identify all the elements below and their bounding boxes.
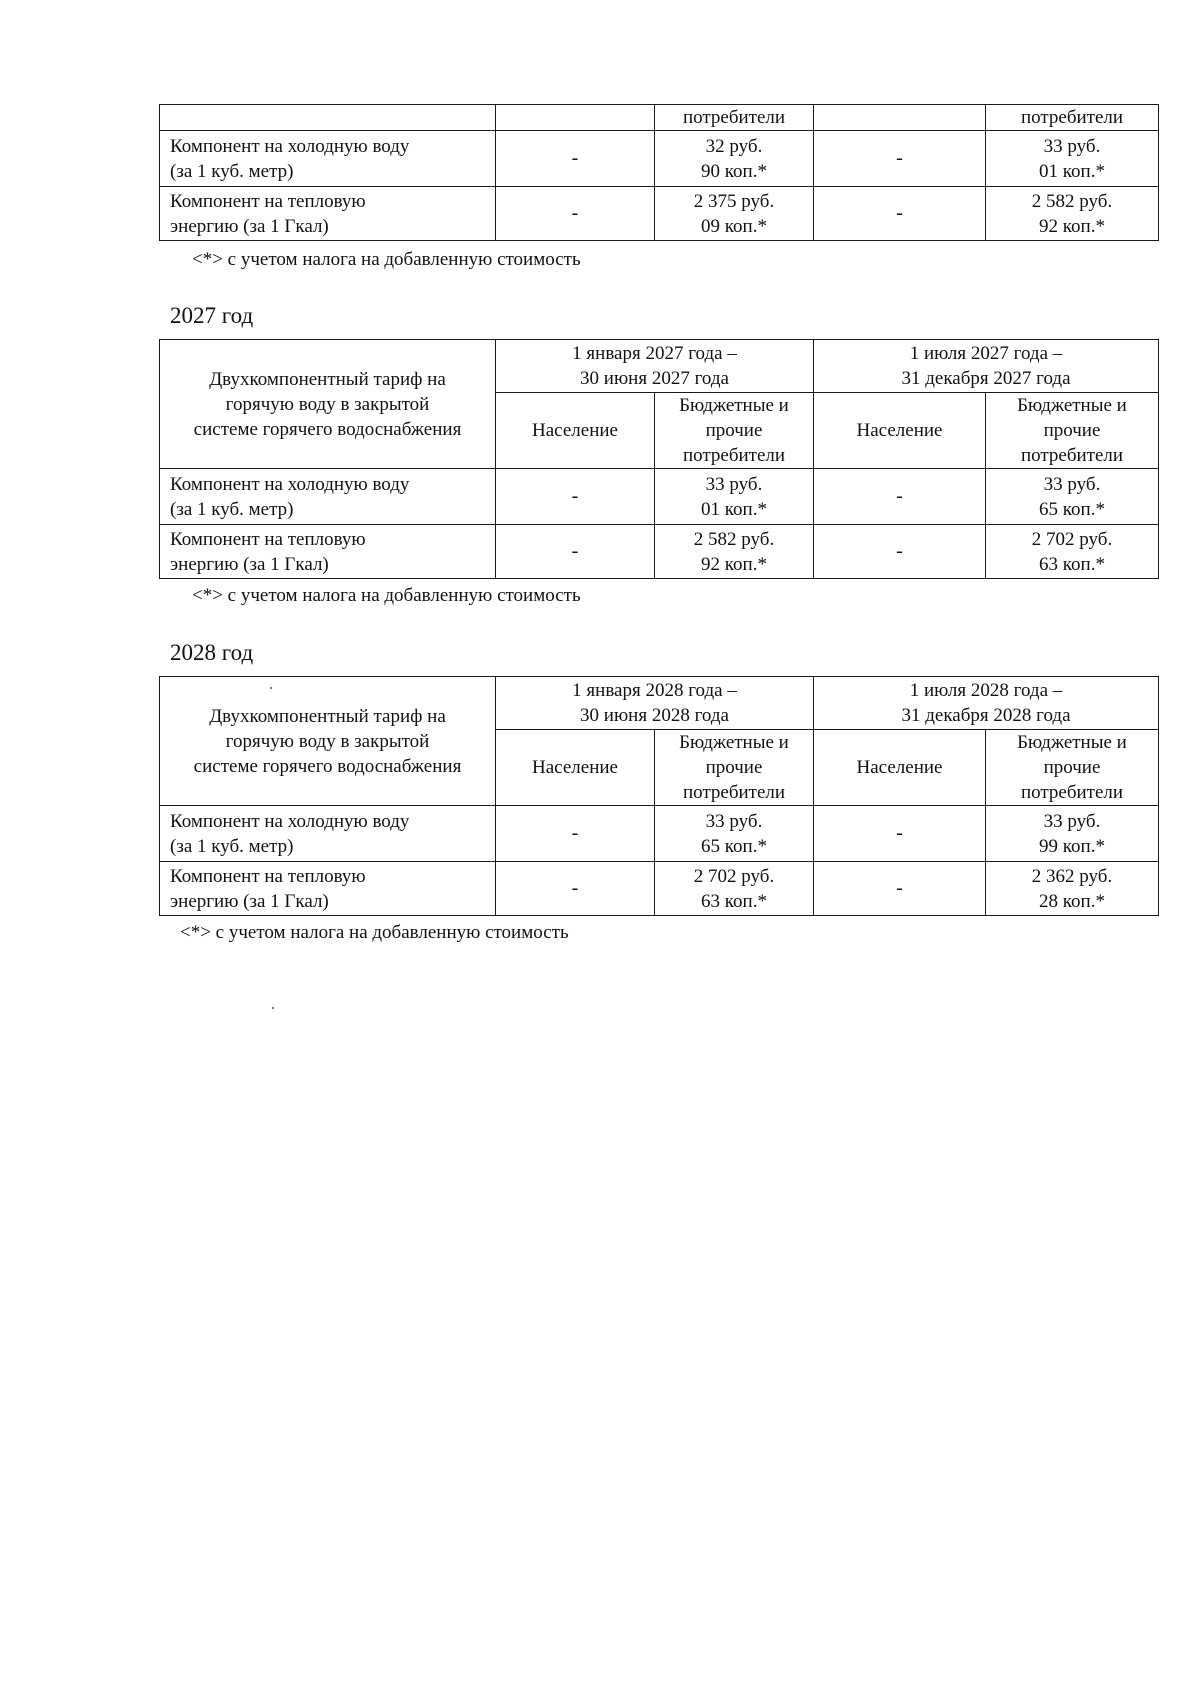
table-cell: -: [496, 525, 655, 579]
scan-speck: [272, 1007, 274, 1009]
column-header: потребители: [986, 105, 1159, 131]
table-cell: -: [814, 525, 986, 579]
table-cell: -: [814, 806, 986, 862]
table-header-row: [160, 340, 1159, 393]
column-header: Население: [814, 393, 986, 469]
table-cell: -: [814, 469, 986, 525]
table-cell: 33 руб. 99 коп.*: [986, 806, 1159, 862]
period-header: 1 января 2028 года – 30 июня 2028 года: [496, 677, 814, 730]
table-cell: -: [496, 862, 655, 916]
table-row: [160, 469, 1159, 525]
table-row: [160, 806, 1159, 862]
table-corner-header: Двухкомпонентный тариф на горячую воду в закрытой системе горячего водоснабжения: [160, 677, 496, 806]
tariff-table-2028: [159, 676, 1159, 916]
tariff-table-continuation: [159, 104, 1159, 241]
row-label: Компонент на холодную воду (за 1 куб. метр): [160, 131, 496, 187]
table-cell: 2 375 руб. 09 коп.*: [655, 187, 814, 241]
column-header: Бюджетные и прочие потребители: [655, 393, 814, 469]
table-cell: 2 702 руб. 63 коп.*: [655, 862, 814, 916]
column-header: Население: [814, 730, 986, 806]
table-corner-header: Двухкомпонентный тариф на горячую воду в закрытой системе горячего водоснабжения: [160, 340, 496, 469]
table-cell: 2 582 руб. 92 коп.*: [655, 525, 814, 579]
table-row: [160, 131, 1159, 187]
table-cell: 33 руб. 01 коп.*: [986, 131, 1159, 187]
column-header: потребители: [655, 105, 814, 131]
footnote: <*> с учетом налога на добавленную стоимость: [192, 249, 581, 270]
table-cell: [160, 105, 496, 131]
table-cell: -: [814, 862, 986, 916]
scan-speck: [270, 687, 272, 689]
column-header: Население: [496, 393, 655, 469]
row-label: Компонент на тепловую энергию (за 1 Гкал): [160, 862, 496, 916]
period-header: 1 января 2027 года – 30 июня 2027 года: [496, 340, 814, 393]
period-header: 1 июля 2027 года – 31 декабря 2027 года: [814, 340, 1159, 393]
table-cell: 2 702 руб. 63 коп.*: [986, 525, 1159, 579]
table-cell: -: [496, 131, 655, 187]
row-label: Компонент на тепловую энергию (за 1 Гкал): [160, 187, 496, 241]
row-label: Компонент на холодную воду (за 1 куб. метр): [160, 806, 496, 862]
table-cell: -: [496, 806, 655, 862]
table-header-row: [160, 677, 1159, 730]
table-row: [160, 187, 1159, 241]
column-header: Бюджетные и прочие потребители: [655, 730, 814, 806]
column-header: Население: [496, 730, 655, 806]
period-header: 1 июля 2028 года – 31 декабря 2028 года: [814, 677, 1159, 730]
row-label: Компонент на тепловую энергию (за 1 Гкал): [160, 525, 496, 579]
footnote: <*> с учетом налога на добавленную стоимость: [180, 922, 569, 943]
table-cell: [496, 105, 655, 131]
footnote: <*> с учетом налога на добавленную стоимость: [192, 585, 581, 606]
table-row: [160, 525, 1159, 579]
row-label: Компонент на холодную воду (за 1 куб. метр): [160, 469, 496, 525]
tariff-table-2027: [159, 339, 1159, 579]
section-year-title: 2028 год: [170, 640, 254, 665]
table-cell: 33 руб. 01 коп.*: [655, 469, 814, 525]
section-year-title: 2027 год: [170, 303, 254, 328]
table-cell: -: [496, 187, 655, 241]
table-cell: -: [814, 131, 986, 187]
column-header: Бюджетные и прочие потребители: [986, 730, 1159, 806]
table-cell: 33 руб. 65 коп.*: [986, 469, 1159, 525]
table-cell: 2 362 руб. 28 коп.*: [986, 862, 1159, 916]
table-cell: 33 руб. 65 коп.*: [655, 806, 814, 862]
table-cell: 2 582 руб. 92 коп.*: [986, 187, 1159, 241]
table-cell: [814, 105, 986, 131]
table-cell: 32 руб. 90 коп.*: [655, 131, 814, 187]
table-row: [160, 862, 1159, 916]
table-cell: -: [814, 187, 986, 241]
column-header: Бюджетные и прочие потребители: [986, 393, 1159, 469]
table-cell: -: [496, 469, 655, 525]
table-header-row: [160, 105, 1159, 131]
